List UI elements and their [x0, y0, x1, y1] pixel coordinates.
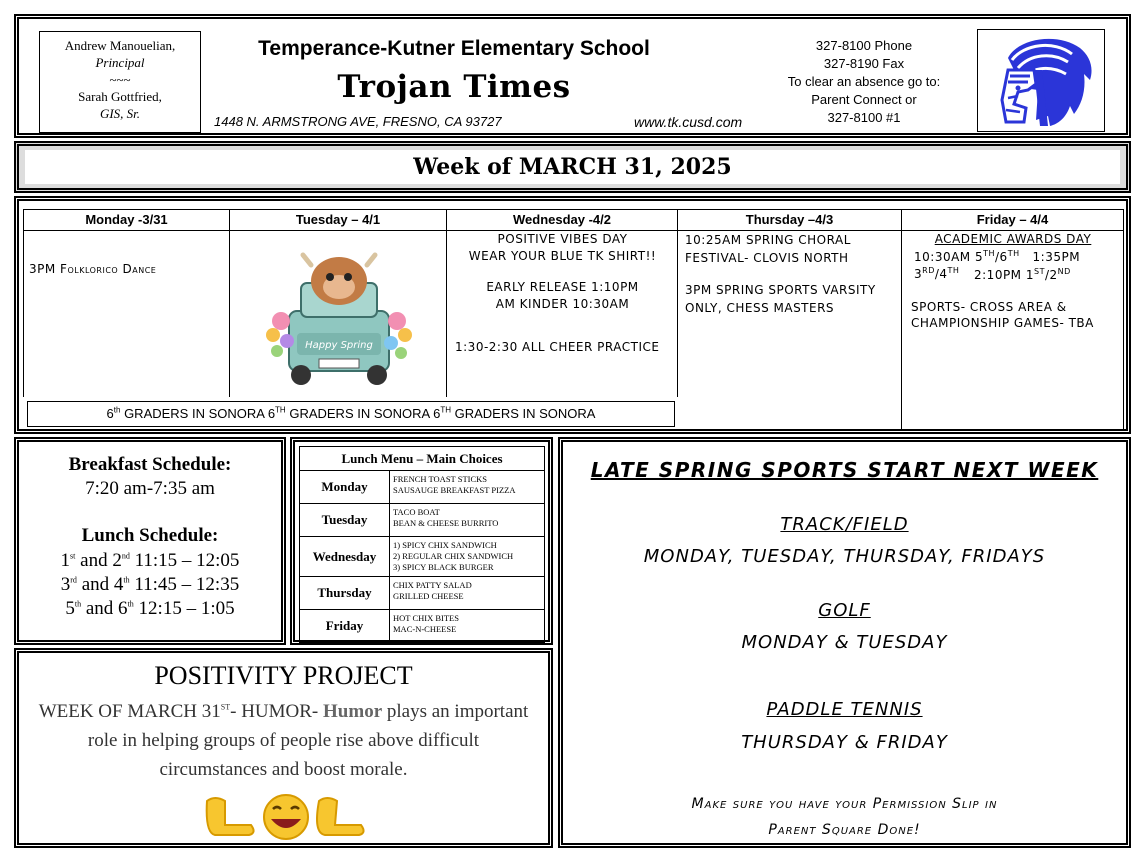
table-row — [300, 610, 545, 643]
gis-name: Sarah Gottfried, — [78, 89, 162, 104]
bell-schedule — [14, 437, 286, 645]
positivity-project — [14, 648, 553, 848]
breakfast-title: Breakfast Schedule: — [68, 454, 232, 475]
thu-line-3: 3PM SPRING SPORTS VARSITY — [685, 283, 876, 297]
trojan-logo — [977, 29, 1105, 132]
wed-line-1: POSITIVE VIBES DAY — [497, 232, 628, 246]
absence-line-3: 327-8100 #1 — [827, 110, 901, 125]
permission-note-1: Make sure you have your Permission Slip in — [691, 796, 998, 812]
wednesday-events — [447, 231, 678, 313]
thursday-events — [685, 231, 876, 317]
golf-title: GOLF — [818, 600, 871, 621]
menu-day: Monday — [300, 471, 390, 504]
friday-title: ACADEMIC AWARDS DAY — [934, 232, 1092, 246]
newsletter-header — [14, 14, 1131, 138]
staff-divider: ~~~ — [109, 72, 131, 87]
menu-day: Thursday — [300, 577, 390, 610]
wed-cheer: 1:30-2:30 ALL CHEER PRACTICE — [455, 340, 660, 354]
school-name: Temperance-Kutner Elementary School — [258, 37, 650, 60]
menu-items: CHIX PATTY SALAD GRILLED CHEESE — [390, 577, 545, 610]
thu-line-4: ONLY, CHESS MASTERS — [685, 301, 835, 315]
absence-line-2: Parent Connect or — [811, 92, 917, 107]
table-row — [300, 577, 545, 610]
week-title: Week of MARCH 31, 2025 — [413, 154, 732, 180]
friday-sports: SPORTS- CROSS AREA & CHAMPIONSHIP GAMES- TBA — [911, 300, 1094, 330]
trojan-helmet-icon — [978, 30, 1104, 131]
permission-note-2: Parent Square Done! — [768, 822, 921, 838]
monday-event: 3PM Folklorico Dance — [29, 262, 157, 276]
menu-items: FRENCH TOAST STICKS SAUSAUGE BREAKFAST PIZZA — [390, 471, 545, 504]
staff-box — [39, 31, 201, 133]
menu-day: Friday — [300, 610, 390, 643]
lol-emoji-icon — [201, 793, 371, 841]
menu-day: Wednesday — [300, 537, 390, 577]
phone: 327-8100 Phone — [815, 38, 913, 53]
principal-title: Principal — [95, 55, 145, 70]
lunch-menu-table — [299, 446, 545, 643]
day-header-tuesday: Tuesday – 4/1 — [230, 209, 447, 231]
friday-times: 10:30AM 5TH/6TH 1:35PM 3RD/4TH — [914, 249, 1081, 281]
lunch-menu — [290, 437, 553, 645]
sixth-grade-sonora-banner: 6th GRADERS IN SONORA 6TH GRADERS IN SONORA 6TH GRADERS IN SONORA — [27, 401, 675, 427]
menu-items: 1) SPICY CHIX SANDWICH 2) REGULAR CHIX SANDWICH 3) SPICY BLACK BURGER — [390, 537, 545, 577]
day-header-friday: Friday – 4/4 — [902, 209, 1124, 231]
wed-line-2: WEAR YOUR BLUE TK SHIRT!! — [468, 249, 657, 263]
menu-day: Tuesday — [300, 504, 390, 537]
thu-line-1: 10:25AM SPRING CHORAL — [685, 233, 851, 247]
contact-info — [779, 37, 949, 127]
truck-sign-text: Happy Spring — [305, 340, 373, 351]
day-header-monday: Monday -3/31 — [23, 209, 230, 231]
lunch-time-row-1: 1st and 2nd 11:15 – 12:05 — [60, 550, 240, 571]
day-header-wednesday: Wednesday -4/2 — [447, 209, 678, 231]
tennis-title: PADDLE TENNIS — [766, 699, 923, 720]
track-days: MONDAY, TUESDAY, THURSDAY, FRIDAYS — [643, 546, 1046, 567]
table-row — [300, 504, 545, 537]
principal-name: Andrew Manouelian, — [64, 38, 176, 53]
day-header-thursday: Thursday –4/3 — [678, 209, 902, 231]
lunch-menu-title: Lunch Menu – Main Choices — [300, 447, 545, 471]
happy-spring-truck-image — [259, 241, 419, 391]
gis-title: GIS, Sr. — [99, 106, 141, 121]
breakfast-time: 7:20 am-7:35 am — [85, 478, 215, 499]
golf-days: MONDAY & TUESDAY — [741, 632, 948, 653]
menu-items: HOT CHIX BITES MAC-N-CHEESE — [390, 610, 545, 643]
lunch-time-row-2: 3rd and 4th 11:45 – 12:35 — [60, 574, 240, 595]
wed-line-3: EARLY RELEASE 1:10PM — [486, 280, 639, 294]
school-address: 1448 N. ARMSTRONG AVE, FRESNO, CA 93727 — [214, 114, 502, 129]
absence-line-1: To clear an absence go to: — [787, 74, 941, 89]
weekly-calendar — [14, 196, 1131, 434]
table-row — [300, 471, 545, 504]
track-title: TRACK/FIELD — [780, 514, 909, 535]
fax: 327-8190 Fax — [823, 56, 905, 71]
late-spring-sports — [558, 437, 1131, 848]
positivity-title: POSITIVITY PROJECT — [154, 661, 413, 690]
tennis-days: THURSDAY & FRIDAY — [741, 732, 948, 753]
sports-title: LATE SPRING SPORTS START NEXT WEEK — [590, 458, 1099, 482]
lunch-time-row-3: 5th and 6th 12:15 – 1:05 — [65, 598, 235, 619]
wed-line-4: AM KINDER 10:30AM — [495, 297, 630, 311]
thu-line-2: FESTIVAL- CLOVIS NORTH — [685, 251, 849, 265]
newsletter-name: Trojan Times — [337, 69, 571, 105]
lunch-schedule-title: Lunch Schedule: — [81, 525, 219, 546]
week-banner — [14, 141, 1131, 193]
positivity-body: WEEK OF MARCH 31ST- HUMOR- Humor plays an important role in helping groups of people rise above difficult circumstances and boost morale. — [38, 701, 529, 780]
school-website[interactable]: www.tk.cusd.com — [634, 114, 743, 130]
friday-time-3: 2:10PM 1ST/2ND — [974, 267, 1071, 282]
menu-items: TACO BOAT BEAN & CHEESE BURRITO — [390, 504, 545, 537]
table-row — [300, 537, 545, 577]
